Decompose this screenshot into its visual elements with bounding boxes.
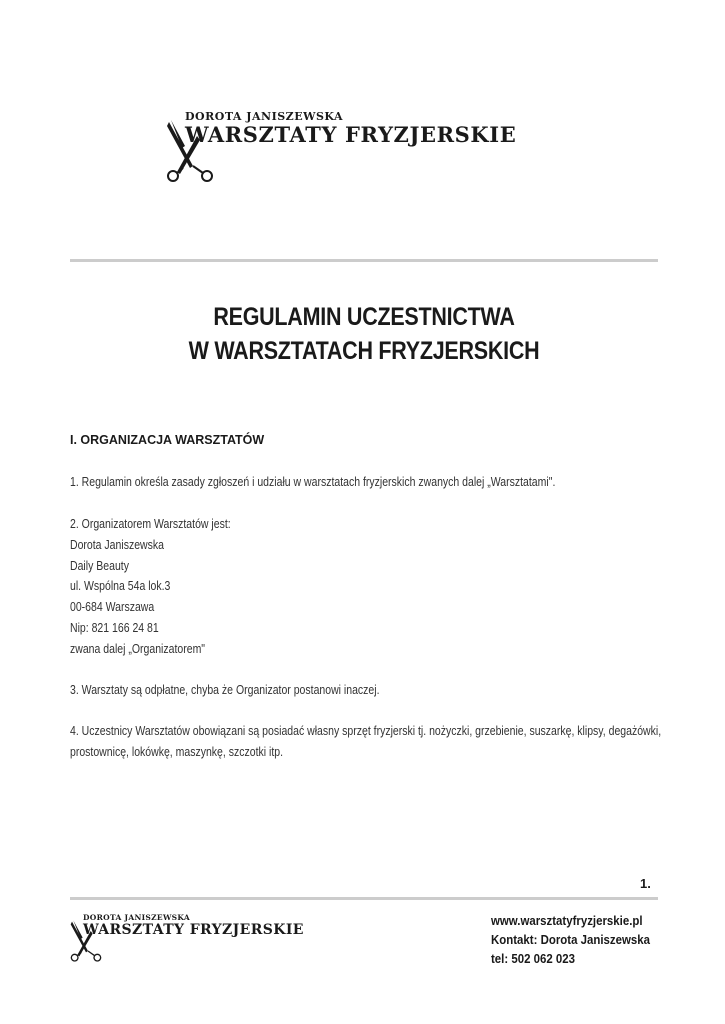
paragraph-3: 3. Warsztaty są odpłatne, chyba że Organizator postanowi inaczej. <box>70 683 380 697</box>
contact-block <box>491 911 650 968</box>
section-heading: I. ORGANIZACJA WARSZTATÓW <box>70 433 265 447</box>
footer-divider <box>70 897 658 900</box>
organizer-line: Nip: 821 166 24 81 <box>70 620 159 635</box>
organizer-line: zwana dalej „Organizatorem" <box>70 641 206 656</box>
phone-number: tel: 502 062 023 <box>491 951 575 966</box>
organizer-line: 00-684 Warszawa <box>70 600 155 615</box>
website-link[interactable]: www.warsztatyfryzjerskie.pl <box>491 913 643 928</box>
paragraph-4-line-1: 4. Uczestnicy Warsztatów obowiązani są posiadać własny sprzęt fryzjerski tj. nożyczki, grzebienie, suszarkę, klipsy, degażówki, <box>70 724 662 738</box>
page-number: 1. <box>640 876 651 891</box>
title-line-1: REGULAMIN UCZESTNICTWA <box>213 303 515 331</box>
footer-logo-brand-name: WARSZTATY FRYZJERSKIE <box>83 922 304 938</box>
organizer-line: ul. Wspólna 54a lok.3 <box>70 579 171 594</box>
paragraph-4 <box>70 721 662 763</box>
paragraph-4-line-2: prostownicę, lokówkę, maszynkę, szczotki itp. <box>70 744 284 759</box>
organizer-line: Dorota Janiszewska <box>70 537 164 552</box>
paragraph-1: 1. Regulamin określa zasady zgłoszeń i udziału w warsztatach fryzjerskich zwanych dalej „Warsztatami". <box>70 475 556 489</box>
document-title <box>111 300 617 368</box>
logo-owner-name: DOROTA JANISZEWSKA <box>185 110 344 123</box>
footer-logo-owner-name: DOROTA JANISZEWSKA <box>83 913 191 922</box>
footer-logo <box>68 910 358 970</box>
header-logo <box>163 108 583 188</box>
organizer-line: Daily Beauty <box>70 558 129 573</box>
header-divider <box>70 259 658 262</box>
paragraph-2 <box>70 514 574 660</box>
organizer-line: 2. Organizatorem Warsztatów jest: <box>70 517 231 531</box>
contact-person: Kontakt: Dorota Janiszewska <box>491 932 650 947</box>
logo-brand-name: WARSZTATY FRYZJERSKIE <box>185 122 517 147</box>
title-line-2: W WARSZTATACH FRYZJERSKICH <box>188 337 540 365</box>
